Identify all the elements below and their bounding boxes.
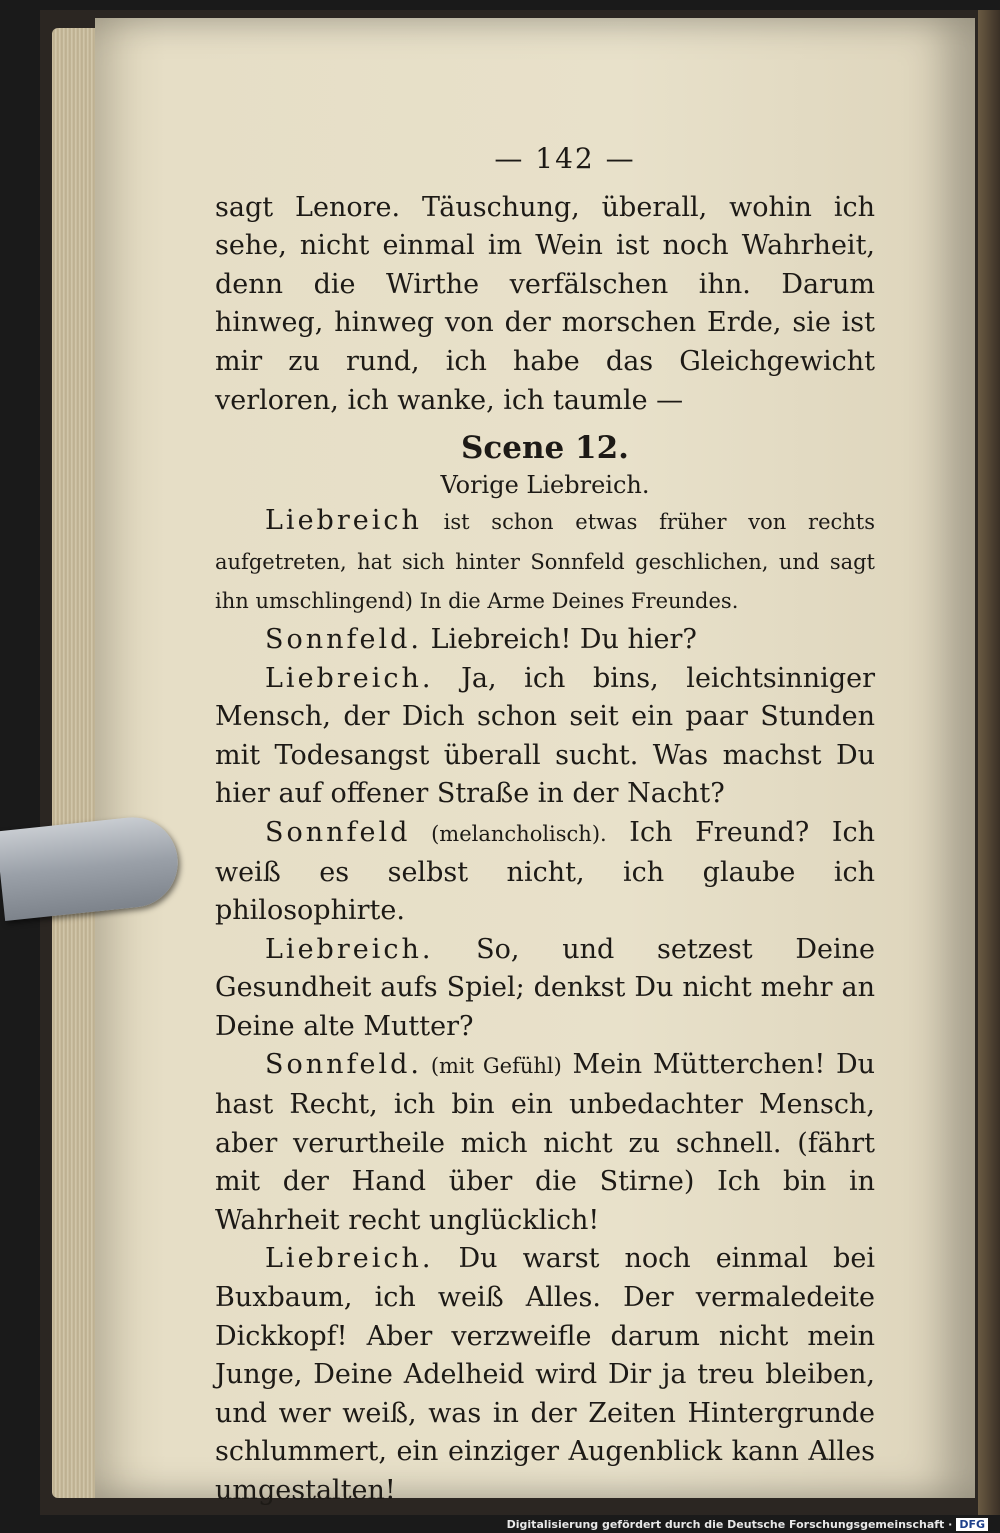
dialogue-paragraph — [215, 931, 875, 1047]
book-spine-edge — [978, 10, 1000, 1515]
speaker-name: Sonnfeld. — [265, 623, 423, 655]
dialogue-paragraph — [215, 502, 875, 621]
dialogue-text: So, und setzest Deine Gesundheit aufs Spiel; denkst Du nicht mehr an Deine alte Mutter? — [215, 933, 875, 1042]
speaker-name: Sonnfeld — [265, 816, 411, 848]
speaker-name: Liebreich. — [265, 933, 434, 965]
page-number: — 142 — — [494, 142, 636, 175]
dialogue-text: Mein Mütterchen! Du hast Recht, ich bin ein unbedachter Mensch, aber verurtheile mich nicht zu schnell. (fährt mit der Hand über die Stirne) Ich bin in Wahrheit recht unglücklich! — [215, 1049, 875, 1236]
scene-title: Scene 12. — [461, 430, 629, 467]
dialogue-paragraph — [215, 660, 875, 814]
dialogue-text: Liebreich! Du hier? — [422, 623, 697, 655]
dialogue-text: Ich Freund? Ich weiß es selbst nicht, ich glaube ich philosophirte. — [215, 816, 875, 927]
digitization-footer — [507, 1518, 988, 1531]
dialogue-text: Du warst noch einmal bei Buxbaum, ich weiß Alles. Der vermaledeite Dickkopf! Aber verzweifle darum nicht mein Junge, Deine Adelheid wird Dir ja treu bleiben, und wer weiß, was in der Zeiten Hintergrunde schlummert, ein einziger Augenblick kann Alles umgestalten! — [215, 1243, 875, 1506]
dialogue-paragraph — [215, 1046, 875, 1240]
dialogue-text: Ja, ich bins, leichtsinniger Mensch, der Dich schon seit ein paar Stunden mit Todesangst überall sucht. Was machst Du hier auf offener Straße in der Nacht? — [215, 662, 875, 810]
stage-direction: (melancholisch). — [410, 821, 607, 846]
speaker-name: Liebreich — [265, 505, 422, 537]
speaker-name: Liebreich. — [265, 662, 434, 694]
speaker-name: Sonnfeld. — [265, 1049, 423, 1081]
dialogue-paragraph — [215, 1240, 875, 1510]
page-text — [215, 140, 875, 1511]
paragraph-continuation: sagt Lenore. Täuschung, überall, wohin ich sehe, nicht einmal im Wein ist noch Wahrheit, denn die Wirthe verfälschen ihn. Darum hinweg, hinweg von der morschen Erde, sie ist mir zu rund, ich habe das Gleichgewicht verloren, ich wanke, ich taumle — — [215, 191, 875, 416]
speaker-name: Liebreich. — [265, 1243, 434, 1275]
dialogue-paragraph — [215, 621, 875, 660]
stage-direction: (mit Gefühl) — [422, 1054, 562, 1079]
stage-direction: ist schon etwas früher von rechts aufgetreten, hat sich hinter Sonnfeld geschlichen, und sagt ihn umschlingend) In die Arme Deines Freundes. — [215, 510, 875, 614]
footer-text: Digitalisierung gefördert durch die Deutsche Forschungsgemeinschaft · — [506, 1518, 953, 1531]
dfg-logo: DFG — [956, 1518, 988, 1531]
dialogue-paragraph — [215, 814, 875, 931]
scene-subtitle: Vorige Liebreich. — [440, 471, 650, 500]
